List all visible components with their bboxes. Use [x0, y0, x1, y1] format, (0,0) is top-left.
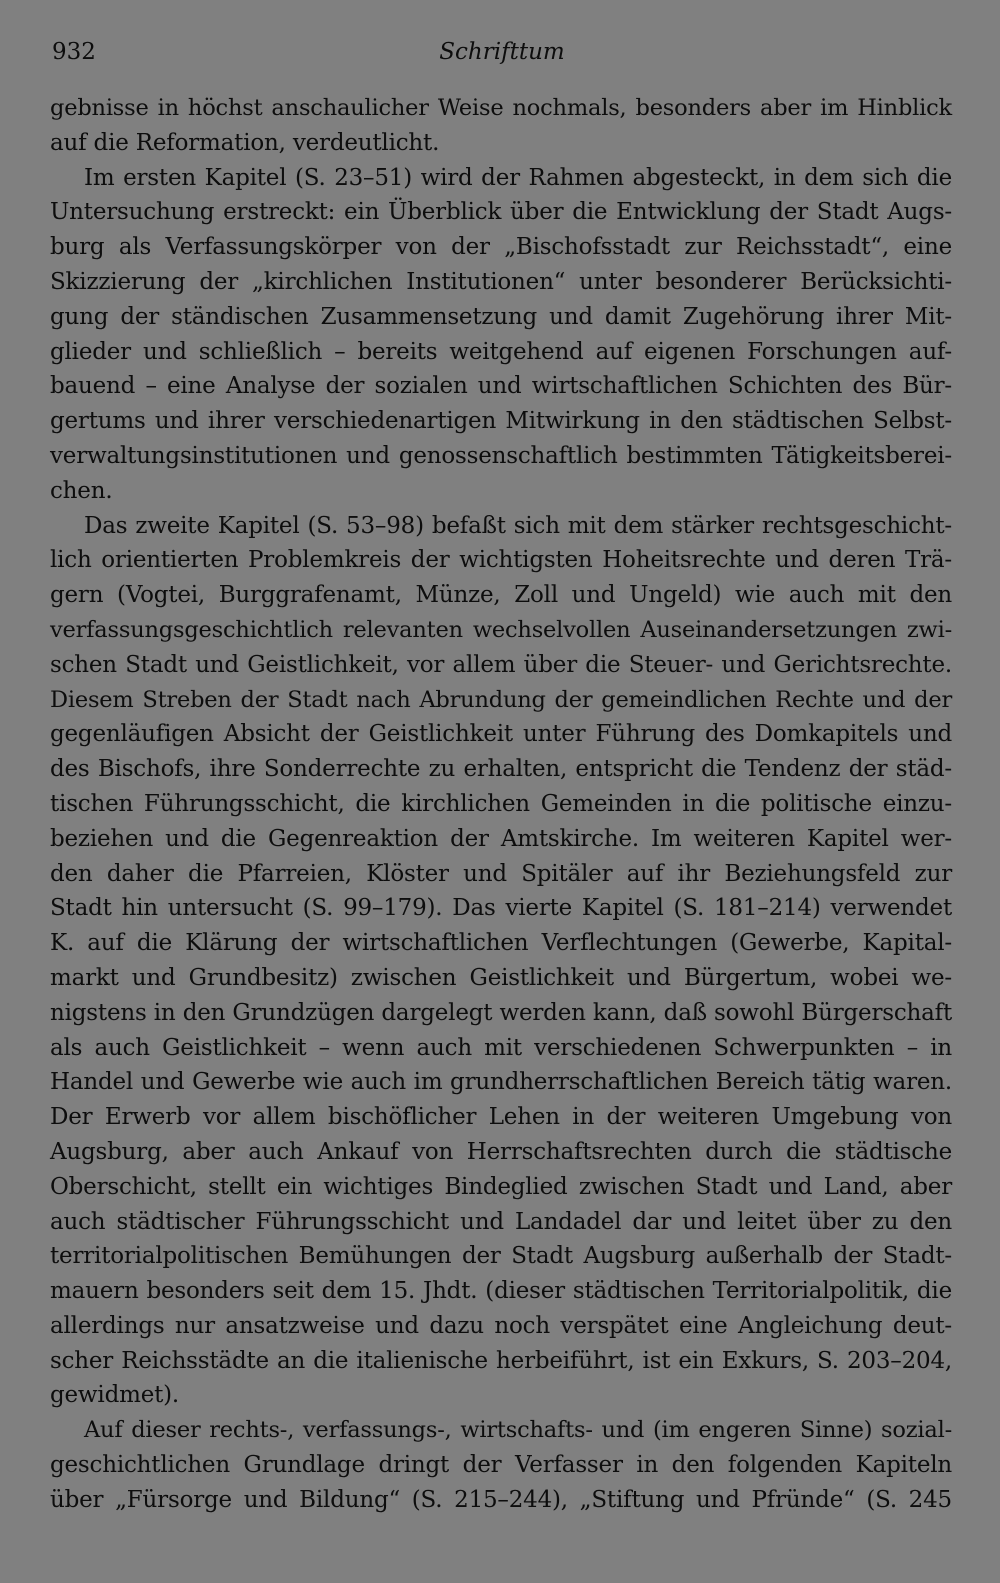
text-line: mauern besonders seit dem 15. Jhdt. (dieser städtischen Territorialpolitik, die	[50, 1278, 952, 1305]
page-number: 932	[52, 39, 96, 65]
text-line: nigstens in den Grundzügen dargelegt werden kann, daß sowohl Bürgerschaft	[50, 999, 952, 1026]
text-line: gegenläufigen Absicht der Geistlichkeit unter Führung des Domkapitels und	[50, 721, 952, 748]
text-line: bauend – eine Analyse der sozialen und wirtschaftlichen Schichten des Bür-	[50, 373, 952, 400]
text-line: gertums und ihrer verschiedenartigen Mitwirkung in den städtischen Selbst-	[50, 408, 952, 435]
text-line: gewidmet).	[50, 1382, 180, 1409]
text-line: gebnisse in höchst anschaulicher Weise nochmals, besonders aber im Hinblick	[50, 95, 952, 121]
text-line: auf die Reformation, verdeutlicht.	[50, 129, 440, 156]
text-line: markt und Grundbesitz) zwischen Geistlichkeit und Bürgertum, wobei we-	[50, 964, 952, 991]
text-line: scher Reichsstädte an die italienische herbeiführt, ist ein Exkurs, S. 203–204,	[50, 1347, 952, 1374]
text-line: Handel und Gewerbe wie auch im grundherrschaftlichen Bereich tätig waren.	[50, 1069, 952, 1096]
text-line: gern (Vogtei, Burggrafenamt, Münze, Zoll und Ungeld) wie auch mit den	[50, 582, 952, 609]
paragraph	[50, 1413, 952, 1517]
text-line: lich orientierten Problemkreis der wichtigsten Hoheitsrechte und deren Trä-	[50, 547, 952, 574]
text-line: territorialpolitischen Bemühungen der Stadt Augsburg außerhalb der Stadt-	[50, 1243, 952, 1270]
text-line: allerdings nur ansatzweise und dazu noch verspätet eine Angleichung deut-	[50, 1312, 952, 1339]
text-line: gung der ständischen Zusammensetzung und damit Zugehörung ihrer Mit-	[50, 303, 952, 330]
paragraph	[50, 161, 952, 509]
text-line: über „Fürsorge und Bildung“ (S. 215–244), „Stiftung und Pfründe“ (S. 245	[50, 1486, 952, 1513]
text-line: K. auf die Klärung der wirtschaftlichen Verflechtungen (Gewerbe, Kapital-	[50, 930, 952, 957]
running-title: Schrifttum	[439, 39, 565, 65]
text-line: den daher die Pfarreien, Klöster und Spitäler auf ihr Beziehungsfeld zur	[50, 860, 952, 887]
text-line: verwaltungsinstitutionen und genossenschaftlich bestimmten Tätigkeitsberei-	[50, 442, 952, 469]
body-text	[50, 91, 952, 1518]
text-line: burg als Verfassungskörper von der „Bischofsstadt zur Reichsstadt“, eine	[50, 234, 952, 261]
text-line: Stadt hin untersucht (S. 99–179). Das vierte Kapitel (S. 181–214) verwendet	[50, 895, 952, 922]
text-line: beziehen und die Gegenreaktion der Amtskirche. Im weiteren Kapitel wer-	[50, 825, 952, 852]
text-line: Augsburg, aber auch Ankauf von Herrschaftsrechten durch die städtische	[50, 1138, 952, 1165]
text-line: Der Erwerb vor allem bischöflicher Lehen in der weiteren Umgebung von	[50, 1104, 952, 1131]
text-line: Auf dieser rechts-, verfassungs-, wirtschafts- und (im engeren Sinne) sozial-	[84, 1417, 952, 1444]
text-line: Im ersten Kapitel (S. 23–51) wird der Rahmen abgesteckt, in dem sich die	[84, 164, 952, 191]
text-line: des Bischofs, ihre Sonderrechte zu erhalten, entspricht die Tendenz der städ-	[50, 756, 952, 783]
page-header	[52, 36, 952, 72]
text-line: auch städtischer Führungsschicht und Landadel dar und leitet über zu den	[50, 1208, 952, 1235]
text-line: Untersuchung erstreckt: ein Überblick über die Entwicklung der Stadt Augs-	[50, 199, 952, 226]
text-line: tischen Führungsschicht, die kirchlichen Gemeinden in die politische einzu-	[50, 790, 952, 817]
text-line: glieder und schließlich – bereits weitgehend auf eigenen Forschungen auf-	[50, 338, 952, 365]
text-line: Oberschicht, stellt ein wichtiges Bindeglied zwischen Stadt und Land, aber	[50, 1173, 952, 1200]
text-line: als auch Geistlichkeit – wenn auch mit verschiedenen Schwerpunkten – in	[50, 1034, 952, 1061]
text-line: Skizzierung der „kirchlichen Institutionen“ unter besonderer Berücksichti-	[50, 268, 952, 295]
paragraph	[50, 91, 952, 161]
text-line: verfassungsgeschichtlich relevanten wechselvollen Auseinandersetzungen zwi-	[50, 616, 952, 643]
text-line: Das zweite Kapitel (S. 53–98) befaßt sich mit dem stärker rechtsgeschicht-	[84, 512, 952, 539]
text-line: Diesem Streben der Stadt nach Abrundung der gemeindlichen Rechte und der	[50, 686, 952, 713]
text-line: schen Stadt und Geistlichkeit, vor allem über die Steuer- und Gerichtsrechte.	[50, 651, 952, 678]
paragraph	[50, 509, 952, 1414]
text-line: geschichtlichen Grundlage dringt der Verfasser in den folgenden Kapiteln	[50, 1452, 952, 1479]
text-line: chen.	[50, 477, 113, 504]
